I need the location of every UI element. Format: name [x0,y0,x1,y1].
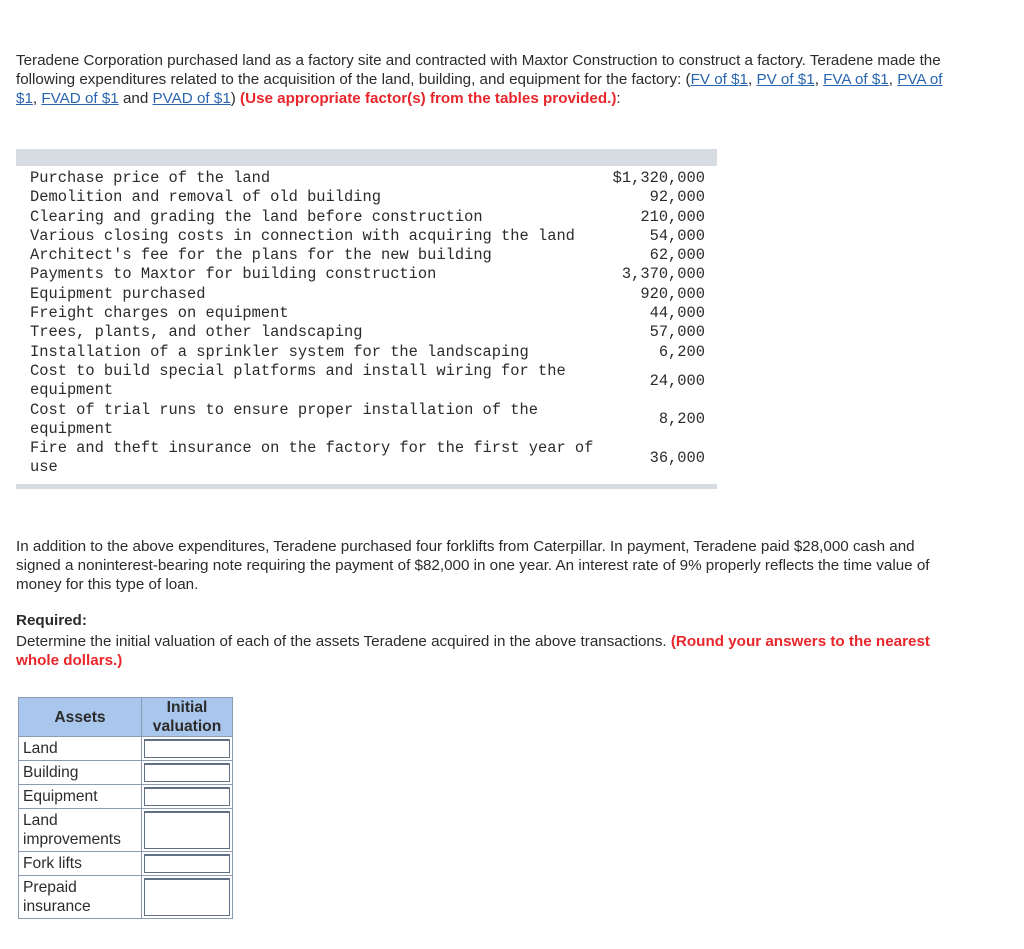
building-valuation-input[interactable] [142,761,233,785]
asset-label: Prepaid insurance [19,876,142,919]
table-row [16,227,717,246]
expense-amount: 920,000 [640,284,705,303]
intro-text: Teradene Corporation purchased land as a factory site and contracted with Maxtor Construction to construct a factory. Teradene made the following expenditures related to the acquisition of the land, building, and equipment for the factory: ( [16,52,941,89]
table-row [16,304,717,323]
expense-amount: 62,000 [649,246,705,265]
answer-row-prepaid-insurance [19,876,233,919]
expense-amount: 3,370,000 [621,265,705,284]
land-valuation-input[interactable] [142,737,233,761]
table-row [16,343,717,362]
expense-amount: 54,000 [649,226,705,245]
table-row [16,188,717,207]
expense-amount: 210,000 [640,207,705,226]
expense-description: Equipment purchased [30,284,206,303]
answer-row-equipment [19,785,233,809]
expense-description: Installation of a sprinkler system for the landscaping [30,342,529,361]
expense-description: Purchase price of the land [30,169,271,187]
answer-row-building [19,761,233,785]
expense-description: Demolition and removal of old building [30,188,381,207]
expense-description: Trees, plants, and other landscaping [30,323,363,342]
answer-table [18,697,233,919]
expense-amount: 8,200 [658,410,705,429]
pv-table-link[interactable]: PV of $1 [756,71,815,89]
expense-description: Freight charges on equipment [30,304,289,323]
asset-label: Building [19,761,142,785]
expense-amount: 6,200 [658,342,705,361]
asset-label: Equipment [19,785,142,809]
expense-description: Cost of trial runs to ensure proper installation of the equipment [30,400,538,438]
expenditures-table [16,149,717,489]
answer-row-land-improvements [19,809,233,852]
assets-header: Assets [19,698,142,737]
expense-description: Cost to build special platforms and install wiring for the equipment [30,361,566,400]
asset-label: Land improvements [19,809,142,852]
answer-row-land [19,737,233,761]
expense-amount: 36,000 [649,448,705,467]
pvad-table-link[interactable]: PVAD of $1 [152,90,231,108]
expense-description: Various closing costs in connection with acquiring the land [30,226,575,245]
required-heading: Required: [16,612,87,629]
forklift-paragraph: In addition to the above expenditures, Teradene purchased four forklifts from Caterpillar. In payment, Teradene paid $28,000 cash and signed a noninterest-bearing note requiring the payment of $82,000 in one year. An interest rate of 9% properly reflects the time value of money for this type of loan. [16,538,930,594]
table-header-band [16,149,717,166]
table-row [16,401,717,440]
expense-description: Architect's fee for the plans for the new building [30,246,492,265]
expense-description: Fire and theft insurance on the factory for the first year of use [30,439,594,477]
table-row [16,169,717,188]
fv-table-link[interactable]: FV of $1 [690,71,748,89]
expense-description: Payments to Maxtor for building construction [30,265,437,284]
table-row [16,265,717,284]
expense-amount: $1,320,000 [612,169,705,187]
expense-amount: 92,000 [649,188,705,207]
expense-description: Clearing and grading the land before construction [30,207,483,226]
table-row [16,208,717,227]
table-row [16,285,717,304]
equipment-valuation-input[interactable] [142,785,233,809]
factor-instruction: (Use appropriate factor(s) from the tables provided.) [240,90,617,108]
fork-lifts-valuation-input[interactable] [142,852,233,876]
expense-amount: 24,000 [649,371,705,390]
table-footer-band [16,484,717,489]
answer-row-fork-lifts [19,852,233,876]
pva-table-link[interactable]: PVA of $1 [16,71,943,108]
problem-intro: Teradene Corporation purchased land as a factory site and contracted with Maxtor Construction to construct a factory. Teradene made the following expenditures related to the acquisition of the land, building, and equipment for the factory: (FV of $1, PV of $1, FVA of $1, PVA of $1, FVAD of $1 and PVAD of $1) (Use appropriate factor(s) from the tables provided.): [16,52,943,108]
fva-table-link[interactable]: FVA of $1 [823,71,889,89]
asset-label: Fork lifts [19,852,142,876]
table-row [16,246,717,265]
initial-valuation-header: Initial valuation [142,698,233,737]
expense-amount: 44,000 [649,304,705,323]
rounding-note: (Round your answers to the nearest whole dollars.) [16,633,930,670]
fvad-table-link[interactable]: FVAD of $1 [41,90,119,108]
table-row [16,362,717,401]
asset-label: Land [19,737,142,761]
required-text: Determine the initial valuation of each of the assets Teradene acquired in the above transactions. (Round your answers to the nearest whole dollars.) [16,633,930,670]
expense-amount: 57,000 [649,323,705,342]
prepaid-insurance-valuation-input[interactable] [142,876,233,919]
land-improvements-valuation-input[interactable] [142,809,233,852]
table-row [16,323,717,342]
table-row [16,439,717,478]
